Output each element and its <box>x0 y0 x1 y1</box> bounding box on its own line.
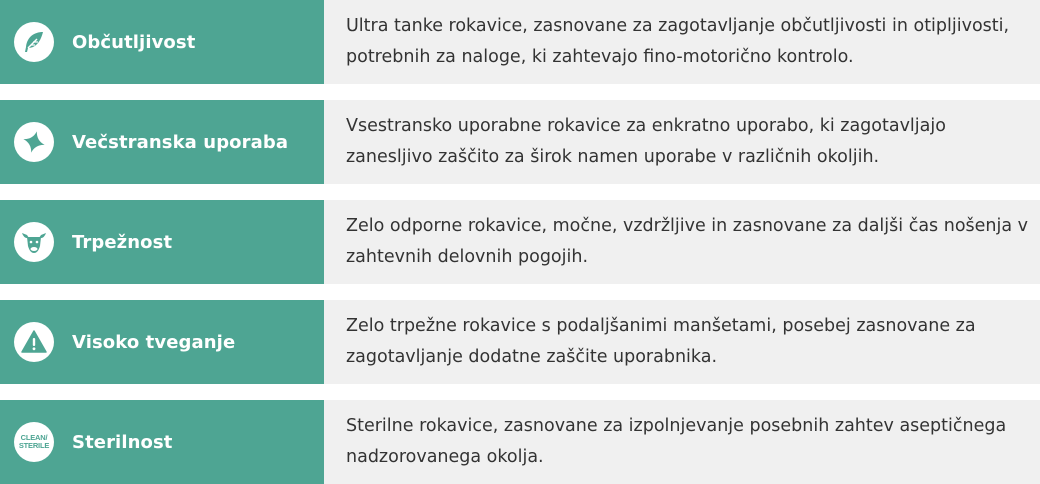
feature-description: Sterilne rokavice, zasnovane za izpolnjevanje posebnih zahtev aseptičnega nadzorovanega okolja. <box>324 400 1040 484</box>
feather-icon <box>14 22 54 62</box>
clean-sterile-icon <box>14 422 54 462</box>
feature-row-high-risk <box>0 300 1040 384</box>
bull-icon <box>14 222 54 262</box>
feature-label-panel <box>0 300 324 384</box>
feature-label: Trpežnost <box>72 231 173 253</box>
feature-row-durability <box>0 200 1040 284</box>
feature-label: Sterilnost <box>72 431 173 453</box>
feature-label: Občutljivost <box>72 31 196 53</box>
feature-row-sensitivity <box>0 0 1040 84</box>
feature-description: Zelo odporne rokavice, močne, vzdržljive in zasnovane za daljši čas nošenja v zahtevnih delovnih pogojih. <box>324 200 1040 284</box>
feature-label-panel <box>0 200 324 284</box>
feature-label: Visoko tveganje <box>72 331 236 353</box>
feature-description: Ultra tanke rokavice, zasnovane za zagotavljanje občutljivosti in otipljivosti, potrebnih za naloge, ki zahtevajo fino-motorično kontrolo. <box>324 0 1040 84</box>
feature-label: Večstranska uporaba <box>72 131 289 153</box>
feature-description: Vsestransko uporabne rokavice za enkratno uporabo, ki zagotavljajo zanesljivo zaščito za širok namen uporabe v različnih okoljih. <box>324 100 1040 184</box>
feature-description: Zelo trpežne rokavice s podaljšanimi manšetami, posebej zasnovane za zagotavljanje dodatne zaščite uporabnika. <box>324 300 1040 384</box>
icon-text: STERILE <box>18 441 50 450</box>
feature-label-panel <box>0 100 324 184</box>
icon-text: CLEAN/ <box>20 433 48 442</box>
warning-icon <box>14 322 54 362</box>
feature-row-versatility <box>0 100 1040 184</box>
feature-row-sterility <box>0 400 1040 484</box>
feature-label-panel <box>0 0 324 84</box>
feature-label-panel <box>0 400 324 484</box>
sparkle-icon <box>14 122 54 162</box>
